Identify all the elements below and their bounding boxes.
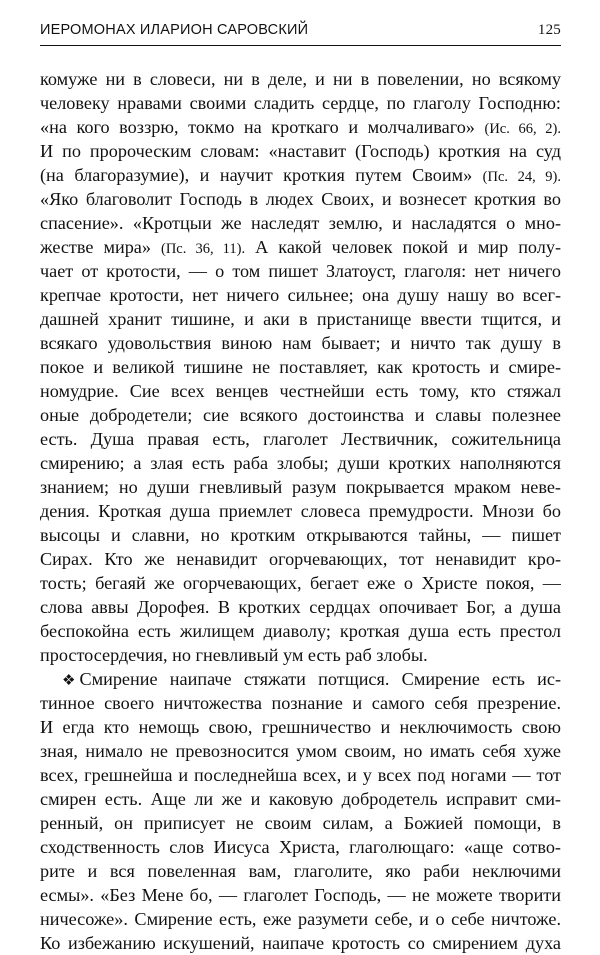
- text-line: [40, 619, 561, 643]
- text-line: [40, 403, 561, 427]
- line-text: рите и вся повеленная вам, глаголите, яко раби неключими: [40, 861, 561, 881]
- text-line: [40, 427, 561, 451]
- line-text: (на благоразумие), и научит кроткия путем Своим»: [40, 165, 473, 185]
- four-petal-ornament-icon: ❖: [62, 671, 76, 689]
- text-line: [40, 499, 561, 523]
- line-text: ренный, он приписует не своим силам, а Божией помощи, в: [40, 813, 561, 833]
- line-text: слова аввы Дорофея. В кротких сердцах опочивает Бог, а душа: [40, 597, 561, 617]
- line-text: тинное своего ничтожества познание и самого себя презрение.: [40, 693, 561, 713]
- text-line: [40, 595, 561, 619]
- line-text: высоцы и славни, но кротким открываются тайны, — пишет: [40, 525, 561, 545]
- text-line: [40, 211, 561, 235]
- text-line: [40, 451, 561, 475]
- line-text: И егда кто немощь свою, грешничество и неключимость свою: [40, 717, 561, 737]
- line-text: сходственность слов Иисуса Христа, глаголющаго: «аще сотво-: [40, 837, 561, 857]
- text-line: [40, 67, 561, 91]
- text-line: [40, 115, 561, 139]
- line-text: дашней хранит тишине, и аки в пристанище ввести тщится, и: [40, 309, 561, 329]
- text-line: [40, 235, 561, 259]
- text-line: [40, 787, 561, 811]
- scripture-reference: (Пс. 24, 9).: [482, 169, 561, 185]
- scripture-reference: (Ис. 66, 2).: [484, 121, 561, 137]
- line-text: Ко избежанию искушений, наипаче кротость со смирением духа: [40, 933, 561, 953]
- line-text: всех, грешнейша и последнейша всех, и у всех под ногами — тот: [40, 765, 561, 785]
- text-line: [40, 139, 561, 163]
- text-line: [40, 883, 561, 907]
- text-line: [40, 691, 561, 715]
- line-text: есмы». «Без Мене бо, — глаголет Господь, — не можете творити: [40, 885, 561, 905]
- line-text: чает от кротости, — о том пишет Златоуст, глаголя: нет ничего: [40, 261, 561, 281]
- text-line: [40, 643, 561, 667]
- text-line: [40, 259, 561, 283]
- text-line: [40, 715, 561, 739]
- line-text: ничесоже». Смирение есть, еже разумети себе, и о себе ничтоже.: [40, 909, 561, 929]
- text-line: [40, 763, 561, 787]
- text-line: [40, 355, 561, 379]
- line-text: дения. Кроткая душа приемлет словеса премудрости. Мнози бо: [40, 501, 561, 521]
- text-line: [40, 739, 561, 763]
- running-title: ИЕРОМОНАХ ИЛАРИОН САРОВСКИЙ: [40, 22, 309, 38]
- text-line: [40, 571, 561, 595]
- text-line: [40, 811, 561, 835]
- line-text: всякаго удовольствия виною нам бывает; и ничто так душу в: [40, 333, 561, 353]
- line-text: комуже ни в словеси, ни в деле, и ни в повелении, но всякому: [40, 69, 561, 89]
- line-text: крепчае кротости, нет ничего сильнее; она душу нашу во всег-: [40, 285, 561, 305]
- text-line: [40, 859, 561, 883]
- line-text: Смирение наипаче стяжати потщися. Смирение есть ис-: [79, 669, 561, 689]
- line-text: знанием; но души гневливый разум покрывается мраком неве-: [40, 477, 561, 497]
- text-line: [40, 667, 561, 691]
- line-text: тость; бегаяй же огорчевающих, бегает еже о Христе покоя, —: [40, 573, 561, 593]
- text-line: [40, 307, 561, 331]
- line-text: есть. Душа правая есть, глаголет Лествичник, сожительница: [40, 429, 561, 449]
- line-text: человеку нравами своими сладить сердце, по глаголу Господню:: [40, 93, 561, 113]
- text-line: [40, 523, 561, 547]
- line-text: беспокойна есть жилищем диаволу; кроткая душа есть престол: [40, 621, 561, 641]
- text-line: [40, 379, 561, 403]
- line-text: смирению; а злая есть раба злобы; души кротких наполняются: [40, 453, 561, 473]
- header-rule: [40, 45, 561, 46]
- line-text: простосердечия, но гневливый ум есть раб злобы.: [40, 645, 428, 665]
- text-line: [40, 283, 561, 307]
- text-line: [40, 187, 561, 211]
- text-line: [40, 475, 561, 499]
- book-page: [40, 18, 561, 953]
- body-text: [40, 67, 561, 955]
- text-line: [40, 91, 561, 115]
- line-text: зная, нимало не превозносится умом своим, но имать себя хуже: [40, 741, 561, 761]
- line-text: жестве мира»: [40, 237, 151, 257]
- page-number: 125: [537, 22, 561, 38]
- line-text: оные добродетели; сие всякого достоинства и славы полезнее: [40, 405, 561, 425]
- text-line: [40, 907, 561, 931]
- text-line: [40, 331, 561, 355]
- line-text: Сирах. Кто же ненавидит огорчевающих, тот ненавидит кро-: [40, 549, 561, 569]
- line-text: номудрие. Сие всех венцев честнейши есть тому, кто стяжал: [40, 381, 561, 401]
- line-text: спасение». «Кротцыи же наследят землю, и насладятся о мно-: [40, 213, 561, 233]
- line-text-continued: А какой человек покой и мир полу-: [255, 237, 561, 257]
- line-text: «Яко благоволит Господь в людех Своих, и вознесет кроткия во: [40, 189, 561, 209]
- text-line: [40, 931, 561, 955]
- line-text: покое и великой тишине не поставляет, как кротость и смире-: [40, 357, 561, 377]
- text-line: [40, 547, 561, 571]
- running-header: [40, 18, 561, 42]
- line-text: И по пророческим словам: «наставит (Господь) кроткия на суд: [40, 141, 561, 161]
- text-line: [40, 163, 561, 187]
- line-text: «на кого воззрю, токмо на кроткаго и молчаливаго»: [40, 117, 475, 137]
- scripture-reference: (Пс. 36, 11).: [160, 241, 246, 257]
- text-line: [40, 835, 561, 859]
- line-text: смирен есть. Аще ли же и каковую добродетель исправит сми-: [40, 789, 561, 809]
